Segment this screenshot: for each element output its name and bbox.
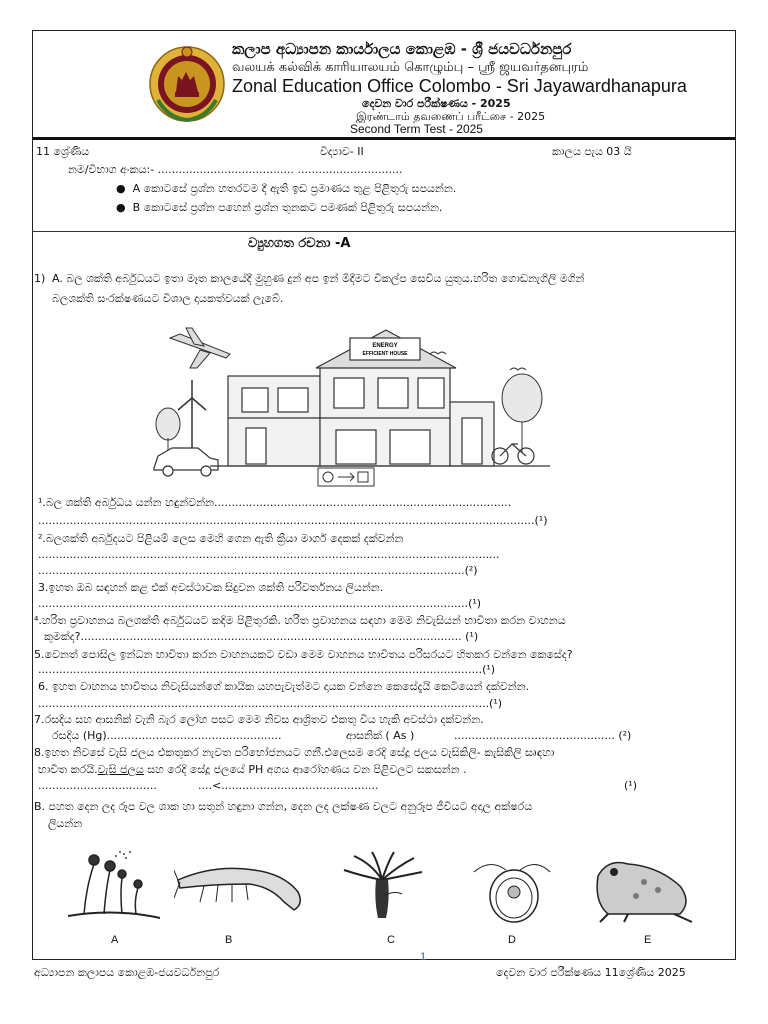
house-sign-line1: ENERGY	[372, 343, 398, 349]
q1-part8-answer-blank1[interactable]: ..................................	[38, 779, 157, 792]
organism-label-d: D	[508, 934, 516, 946]
q1-part3-question: 3.ඉහත ඔබ සඳහන් කළ එක් අවස්ථාවක සිදුවන ශක්ති පරිවර්තනය ලියන්න.	[38, 581, 384, 594]
organism-label-c: C	[387, 934, 395, 946]
organism-label-e: E	[644, 934, 652, 946]
subject-label: විද්‍යාව- II	[320, 145, 364, 158]
q1b-instruction-line1: B. පහත දෙන ලද රූප වල ශාක හා සතුන් හඳුනා ගන්න, දෙන ලද ලක්ෂණ වලට අනුරූප ජීවියට අදාල අක්ෂරය	[34, 800, 533, 813]
q1-part2-answer-line2[interactable]: ..........................................................................................................................(²)	[38, 564, 478, 577]
wind-turbine-icon	[178, 380, 206, 448]
header-title-english: Zonal Education Office Colombo - Sri Jayawardhanapura	[232, 76, 687, 96]
time-label: කාලය පැය 03 යි	[552, 145, 632, 158]
q1-part7-question: 7.රසදිය සහ ආසනික් වැනි බැර ලෝහ පසට මෙම නිවස ආශ්‍රිතව එකතු විය හැකි අවස්ථා දක්වන්න.	[34, 713, 484, 726]
header-title-sinhala: කලාප අධ්‍යාපන කාර්යාලය කොළඹ - ශ්‍රී ජයවර්ධනපුර	[232, 40, 572, 58]
q1-part6-answer-line[interactable]: .................................................................................................................................(¹)	[38, 697, 503, 710]
energy-efficient-house-illustration	[150, 318, 570, 490]
bicycle-icon	[492, 444, 534, 464]
q1-number: 1)	[34, 272, 46, 285]
footer-right: දෙවන වාර පරීක්ෂණය 11ශ්‍රේණිය 2025	[496, 966, 686, 979]
test-title-tamil: இரண்டாம் தவணைப் பரீட்சை - 2025	[356, 110, 546, 123]
page-number: 1	[420, 951, 427, 963]
bullet-icon: ●	[116, 201, 133, 214]
house-sign-line2: EFFICIENT HOUSE	[362, 351, 408, 357]
q1-part1-question: ¹.බල ශක්ති අර්බුධය යන්න හඳුන්වන්න.....................................................................................	[38, 496, 512, 509]
q1-part5-answer-line[interactable]: ...............................................................................................................................(¹)	[38, 663, 496, 676]
q1-part7-arsenic-answer[interactable]: .............................................. (²)	[454, 729, 632, 742]
q1-part4-question: ⁴.හරිත ප්‍රවාහනය බලශක්ති අර්බුධයට කදිම පිළිතුරකි. හරිත ප්‍රවාහනය සඳහා මෙම නිවැසියන් භාවිතා කරන වාහනය	[34, 614, 566, 627]
footer-left: අධ්‍යාපන කලාපය කොළඹ-ජයවර්ධනපුර	[34, 966, 220, 979]
organism-a-fungus-illustration	[64, 848, 164, 924]
q1-part8-question: 8.ඉහත නිවසේ වැසි ජලය එකතුකර නැවත පරිභෝජනයට ගනී.එලෙසම රෙදි සේදූ ජලය වැසිකිලි- කැසිකිලි සෘඳහා	[34, 746, 555, 759]
test-title-sinhala: දෙවන වාර පරීක්ෂණය - 2025	[362, 97, 511, 110]
q1-part2-answer-line1[interactable]: ....................................................................................................................................	[38, 548, 500, 561]
q1-part6-question: 6. ඉහත වාහනය භාවිතය නිවැසියන්ගේ කායික යහපැවැත්මට දායක වන්නෙ කෙසේදැයි කෙටියෙන් දක්වන්න.	[38, 680, 530, 693]
electric-car-icon	[154, 448, 218, 476]
q1-part4-answer-line[interactable]: කුමක්ද?............................................................................................................. (¹)	[44, 630, 479, 643]
q1-part3-answer-line[interactable]: ...........................................................................................................................(¹)	[38, 597, 482, 610]
energy-meter-icon	[318, 468, 374, 486]
instruction-b: ● B කොටසේ ප්‍රශ්න පහෙන් ප්‍රශ්න තුනකට පමණක් පිළිතුරු සපයන්න.	[116, 201, 443, 214]
grade-label: 11 ශ්‍රේණිය	[36, 145, 90, 158]
airplane-icon	[170, 328, 230, 368]
q1-part8-question-line2: භාවිත කරයි.වැසි ජලය සහ රෙදි සේදූ ජලයේ PH අගය ආරෝහණය වන පිළිවලට සකසන්න .	[38, 763, 467, 776]
q1-part8-answer-blank2[interactable]: ....<.............................................	[198, 779, 379, 792]
organism-label-a: A	[111, 934, 119, 946]
organism-d-chlamydomonas-illustration	[470, 852, 554, 926]
bullet-icon: ●	[116, 182, 133, 195]
name-index-field: නම/විභාග අංකය:- ....................................... ..............................	[68, 163, 403, 176]
q1-part7-mercury-answer[interactable]: රසදිය (Hg)..................................................	[52, 729, 282, 742]
organism-b-prawn-illustration	[174, 862, 310, 918]
q1-part5-question: 5.වෙනත් පොසිල ඉන්ධන භාවිතා කරන වාහනයකට වඩා මෙම වාහනය භාවිතය පරිසරයට හිතකර වන්නෙ කෙසේද?	[34, 648, 573, 661]
organism-e-frog-illustration	[588, 852, 698, 924]
info-divider	[32, 231, 736, 232]
organism-c-hydra-illustration	[332, 850, 432, 922]
instruction-a: ● A කොටසේ ප්‍රශ්න හතරටම දී ඇති ඉඩ ප්‍රමාණය තුළ පිළිතුරු සපයන්න.	[116, 182, 457, 195]
q1-part1-answer-line[interactable]: ..............................................................................................................................................(¹)	[38, 514, 548, 527]
q1-intro-line2: බලශක්ති සංරක්ෂණයට විශාල දායකත්වයක් ලැබේ.	[52, 292, 284, 305]
rain-water-underlined: වැසි ජලය	[97, 763, 144, 776]
header-divider	[32, 137, 736, 140]
q1-part7-arsenic-label: ආසනික් ( As )	[346, 729, 415, 742]
q1b-instruction-line2: ලියන්න	[48, 817, 83, 830]
organism-label-b: B	[225, 934, 233, 946]
q1-intro-line1: A. බල ශක්ති අර්බුධයට ඉතා මෑත කාලයේදී මුහුණ දුන් අප ඉන් මිදීමට විකල්ප සෙවිය යුතුය.හරිත ගොඩනැගිලි මගින්	[52, 272, 585, 285]
q1-part8-marks: (¹)	[624, 779, 637, 792]
q1-part2-question: ².බලශක්ති අර්බුදයට පිළියම් ලෙස මෙහි ගෙන ඇති ක්‍රියා මාර්ග දෙකක් දක්වන්න	[38, 532, 404, 545]
header-title-tamil: வலயக் கல்விக் காரியாலயம் கொழும்பு – ஸ்ரீ ஜயவர்தனபுரம்	[232, 60, 589, 75]
section-title: ව්‍යුහගත රචනා -A	[248, 236, 351, 251]
sri-lanka-emblem	[148, 40, 226, 126]
test-title-english: Second Term Test - 2025	[350, 122, 483, 136]
